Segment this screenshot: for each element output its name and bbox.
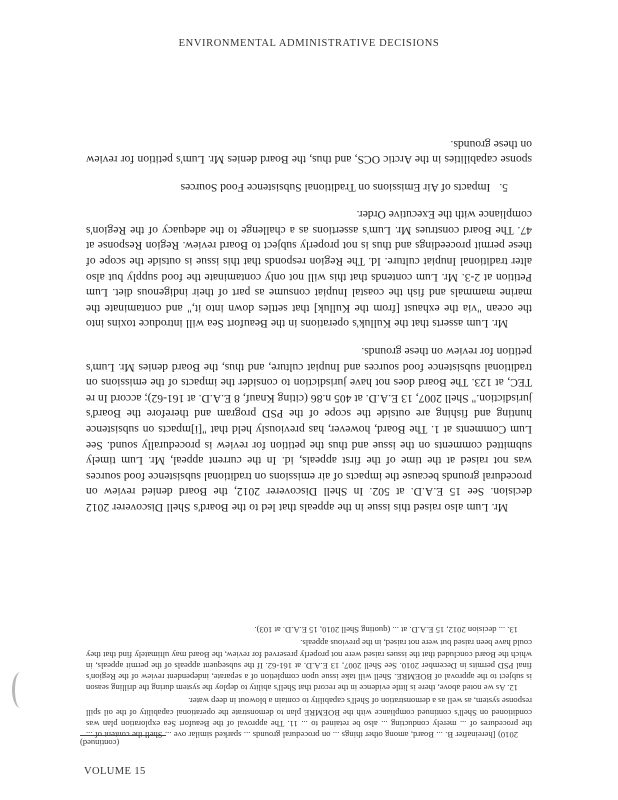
volume-footer: VOLUME 15 [84,766,146,777]
rotated-body-region [0,70,618,515]
rotated-footnotes-region [0,555,618,740]
footnote: 12. As we noted above, there is little evidence in the record that Shell's ability to deploy the system during the drilling season is subject to the approval of BOEMRE. Shell will take issue upon completion of a separate, independent review of the Region's final PSD permits in December 2010. See Shell 2007, 13 E.A.D. at 161-62. If the subsequent appeals of the permit appeals, in which the Board concluded that the issues raised were not properly preserved for review, the Board may ultimately find that they could have been raised but were not raised, in the previous appeals. [86,638,532,694]
binding-mark-icon [12,672,29,708]
section-heading-text: Impacts of Air Emissions on Traditional Subsistence Food Sources [180,180,491,194]
opinion-paragraph: Mr. Lum also raised this issue in the appeals that led to the Board's Shell Discoverer 2012 decision. See 15 E.A.D. at 502. In Shell Discoverer 2012, the Board denied review on procedural grounds because the impacts of air emissions on traditional subsistence food sources was not raised at the time of the first appeals, id. In the current appeal, Mr. Lum timely submitted comments on the issue and thus the petition for review is procedurally sound. See Lum Comments at 1. The Board, however, has previously held that "[i]mpacts on subsistence hunting and fishing are outside the scope of the PSD program and therefore the Board's jurisdiction." Shell 2007, 13 E.A.D. at 405 n.86 (citing Knauf, 8 E.A.D. at 161-62); accord In re TEC, at 123. The Board does not have jurisdiction to consider the impacts of the emissions on traditional subsistence food sources and Inupiat culture, and thus, the Board denies Mr. Lum's petition for review on these grounds. [86,345,532,514]
running-header: ENVIRONMENTAL ADMINISTRATIVE DECISIONS [178,38,440,49]
footnote: 13. ... decision 2012, 15 E.A.D. at ... (quoting Shell 2010, 15 E.A.D. at 103). [254,625,518,636]
continued-marker: (continued) [80,738,120,748]
footnote: 2010) [hereinafter B. ... Board, among other things ... on procedural grounds ... sparked similar ove ... Shell the content of ... the procedures of ... merely conducting ... also be retained to ... 11. The approval of the Beaufort Sea exploration plan was conditioned on Shell's continued compliance with the BOEMRE plan to demonstrate the operational capability of the oil spill response system, as well as a demonstration of Shell's capability to contain a blowout in deep water. [86,696,532,740]
footnotes-column [86,622,532,740]
footnote-rule [80,735,166,736]
opinion-paragraph: Mr. Lum asserts that the Kulluk's operations in the Beaufort Sea will introduce toxins into the ocean "via the exhaust [from the Kulluk] that settles down into it," and contaminate the marine mammals and fish the coastal Inupiat consume as part of their indigenous diet. Lum Petition at 2-3. Mr. Lum contends that this will not only contaminate the food supply but also alter traditional Inupiat culture. Id. The Region responds that this issue is outside the scope of these permit proceedings and thus is not properly subject to Board review. Region Response at 47. The Board construes Mr. Lum's assertions as a challenge to the adequacy of the Region's compliance with the Executive Order. [86,208,532,331]
opinion-paragraph-continued: sponse capabilities in the Arctic OCS, and thus, the Board denies Mr. Lum's petition for review on these grounds. [86,137,532,167]
body-column [86,124,532,515]
section-heading-number: 5. [499,180,508,194]
section-heading [86,179,532,195]
